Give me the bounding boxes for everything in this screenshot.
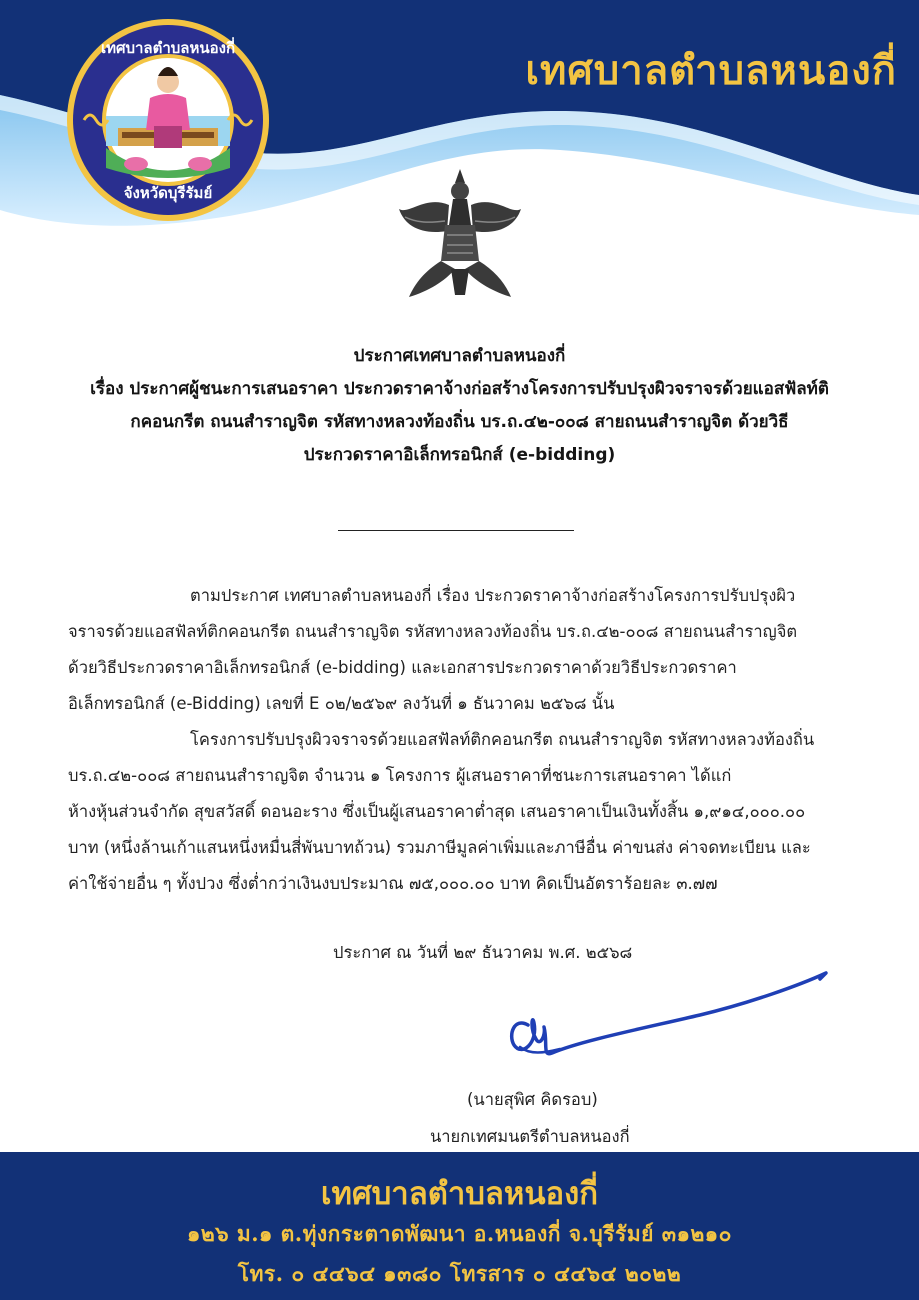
signer-name: (นายสุพิศ คิดรอบ) — [467, 1090, 598, 1109]
footer-address: ๑๒๖ ม.๑ ต.ทุ่งกระตาดพัฒนา อ.หนองกี่ จ.บุรีรัมย์ ๓๑๒๑๐ — [187, 1221, 732, 1246]
seal-top-text: เทศบาลตำบลหนองกี่ — [100, 39, 236, 57]
paragraph2-line: ห้างหุ้นส่วนจำกัด สุขสวัสดิ์ ดอนอะราง ซึ่งเป็นผู้เสนอราคาต่ำสุด เสนอราคาเป็นเงินทั้งสิ้น ๑,๙๑๔,๐๐๐.๐๐ — [68, 802, 806, 821]
paragraph1-line: ด้วยวิธีประกวดราคาอิเล็กทรอนิกส์ (e-bidding) และเอกสารประกวดราคาด้วยวิธีประกวดราคา — [68, 658, 737, 677]
paragraph2-line: บาท (หนึ่งล้านเก้าแสนหนึ่งหมื่นสี่พันบาทถ้วน) รวมภาษีมูลค่าเพิ่มและภาษีอื่น ค่าขนส่ง ค่าจดทะเบียน และ — [68, 838, 811, 857]
footer-org-name: เทศบาลตำบลหนองกี่ — [320, 1176, 599, 1212]
header-org-name: เทศบาลตำบลหนองกี่ — [525, 48, 897, 94]
footer-phone: โทร. ๐ ๔๔๖๔ ๑๓๘๐ โทรสาร ๐ ๔๔๖๔ ๒๐๒๒ — [237, 1261, 682, 1286]
handwritten-signature — [500, 965, 840, 1080]
letterhead-footer — [0, 1152, 919, 1300]
paragraph1-line: จราจรด้วยแอสฟัลท์ติกคอนกรีต ถนนสำราญจิต รหัสทางหลวงท้องถิ่น บร.ถ.๔๒-๐๐๘ สายถนนสำราญจิต — [68, 622, 798, 641]
heading-line: กคอนกรีต ถนนสำราญจิต รหัสทางหลวงท้องถิ่น บร.ถ.๔๒-๐๐๘ สายถนนสำราญจิต ด้วยวิธี — [130, 412, 789, 432]
heading-line: ประกวดราคาอิเล็กทรอนิกส์ (e-bidding) — [303, 445, 616, 465]
paragraph1-line: ตามประกาศ เทศบาลตำบลหนองกี่ เรื่อง ประกวดราคาจ้างก่อสร้างโครงการปรับปรุงผิว — [190, 586, 796, 605]
announcement-heading — [40, 340, 879, 472]
heading-line: ประกาศเทศบาลตำบลหนองกี่ — [353, 346, 566, 366]
seal-bottom-text: จังหวัดบุรีรัมย์ — [123, 184, 213, 202]
municipality-seal — [66, 18, 270, 222]
garuda-emblem-icon — [395, 165, 525, 305]
paragraph1-line: อิเล็กทรอนิกส์ (e-Bidding) เลขที่ E ๐๒/๒๕๖๙ ลงวันที่ ๑ ธันวาคม ๒๕๖๘ นั้น — [68, 694, 615, 713]
heading-line: เรื่อง ประกาศผู้ชนะการเสนอราคา ประกวดราคาจ้างก่อสร้างโครงการปรับปรุงผิวจราจรด้วยแอสฟัลท์ติ — [90, 379, 829, 399]
signer-title: นายกเทศมนตรีตำบลหนองกี่ — [430, 1127, 630, 1146]
paragraph2-line: โครงการปรับปรุงผิวจราจรด้วยแอสฟัลท์ติกคอนกรีต ถนนสำราญจิต รหัสทางหลวงท้องถิ่น — [190, 730, 815, 749]
heading-divider — [338, 530, 574, 531]
announced-date: ประกาศ ณ วันที่ ๒๙ ธันวาคม พ.ศ. ๒๕๖๘ — [333, 943, 633, 962]
paragraph2-line: บร.ถ.๔๒-๐๐๘ สายถนนสำราญจิต จำนวน ๑ โครงการ ผู้เสนอราคาที่ชนะการเสนอราคา ได้แก่ — [68, 766, 732, 785]
paragraph2-line: ค่าใช้จ่ายอื่น ๆ ทั้งปวง ซึ่งต่ำกว่าเงินงบประมาณ ๗๕,๐๐๐.๐๐ บาท คิดเป็นอัตราร้อยละ ๓.๗๗ — [68, 874, 718, 893]
